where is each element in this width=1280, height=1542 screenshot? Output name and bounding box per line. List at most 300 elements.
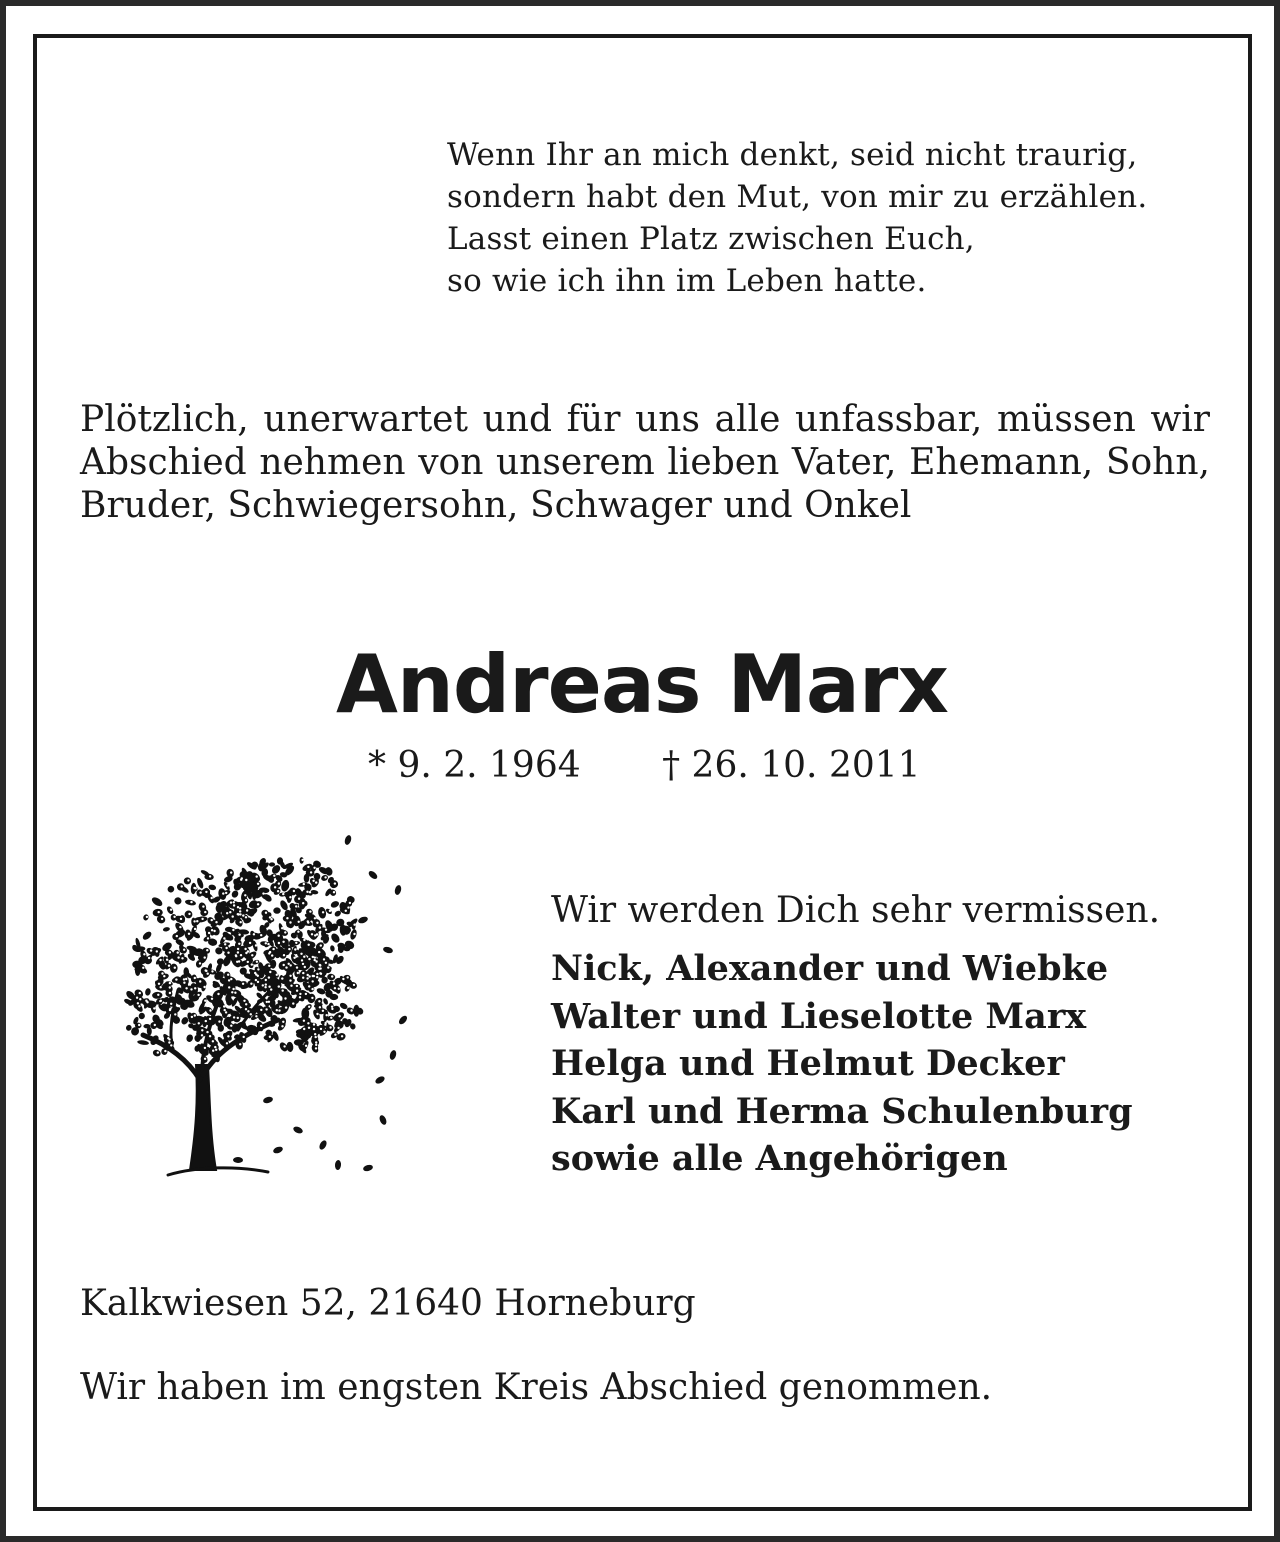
leaf-highlight [303, 1020, 305, 1022]
blowing-leaf [382, 946, 393, 954]
leaf-highlight [143, 953, 145, 955]
leaf-highlight [270, 918, 272, 920]
leaf-highlight [283, 1045, 285, 1047]
leaf-highlight [168, 1041, 170, 1043]
leaf-highlight [307, 974, 309, 976]
leaf-highlight [316, 973, 318, 975]
leaf-highlight [139, 992, 141, 994]
tree-in-wind-icon [118, 830, 418, 1190]
leaf-highlight [278, 1009, 280, 1011]
leaf-highlight [289, 921, 291, 923]
leaf-highlight [286, 917, 288, 919]
leaf-highlight [136, 997, 138, 999]
leaf-highlight [215, 1049, 217, 1051]
leaf-highlight [347, 976, 349, 978]
leaf-highlight [289, 896, 291, 898]
leaf-highlight [318, 951, 320, 953]
mourner-line: Walter und Lieselotte Marx [551, 995, 1087, 1037]
leaf-highlight [224, 943, 226, 945]
leaf-highlight [230, 1025, 232, 1027]
leaf-highlight [209, 875, 211, 877]
leaf-highlight [334, 1034, 336, 1036]
life-dates [368, 742, 968, 790]
leaf-highlight [251, 954, 253, 956]
leaf-highlight [349, 902, 351, 904]
poem-line: Lasst einen Platz zwischen Euch, [447, 221, 975, 257]
leaf-highlight [249, 942, 251, 944]
leaf-highlight [319, 964, 321, 966]
leaf-highlight [265, 942, 267, 944]
leaf-highlight [316, 1013, 318, 1015]
leaf-highlight [314, 956, 316, 958]
leaf-mark [196, 877, 205, 889]
blowing-leaf [233, 1157, 243, 1163]
leaf-highlight [255, 1015, 257, 1017]
leaf-highlight [204, 1058, 206, 1060]
poem-line: sondern habt den Mut, von mir zu erzählen. [447, 179, 1148, 215]
leaf-highlight [174, 1013, 176, 1015]
leaf-highlight [306, 891, 308, 893]
leaf-highlight [315, 960, 317, 962]
leaf-highlight [169, 982, 171, 984]
leaf-highlight [298, 898, 300, 900]
poem-line: Wenn Ihr an mich denkt, seid nicht traurig, [447, 137, 1138, 173]
leaf-highlight [158, 911, 160, 913]
leaf-highlight [314, 917, 316, 919]
leaf-mark [330, 932, 342, 944]
leaf-highlight [223, 1005, 225, 1007]
leaf-highlight [202, 905, 204, 907]
leaf-mark [185, 1034, 194, 1043]
leaf-highlight [350, 1009, 352, 1011]
leaf-highlight [334, 987, 336, 989]
blowing-leaf [378, 1114, 388, 1126]
leaf-highlight [250, 983, 252, 985]
leaf-highlight [306, 977, 308, 979]
leaf-highlight [277, 890, 279, 892]
leaf-highlight [251, 963, 253, 965]
leaf-highlight [201, 918, 203, 920]
leaf-highlight [347, 987, 349, 989]
leaf-highlight [185, 987, 187, 989]
blowing-leaf [357, 915, 368, 924]
leaf-highlight [160, 986, 162, 988]
leaf-highlight [268, 986, 270, 988]
leaf-highlight [194, 977, 196, 979]
leaf-highlight [245, 916, 247, 918]
leaf-highlight [230, 901, 232, 903]
blowing-leaf [397, 1014, 408, 1025]
leaf-highlight [276, 974, 278, 976]
leaf-highlight [303, 939, 305, 941]
leaf-highlight [218, 1020, 220, 1022]
leaf-highlight [209, 1018, 211, 1020]
leaf-highlight [233, 904, 235, 906]
leaf-highlight [232, 915, 234, 917]
leaf-highlight [304, 966, 306, 968]
leaf-highlight [157, 994, 159, 996]
leaf-highlight [243, 1036, 245, 1038]
deceased-name: Andreas Marx [336, 638, 948, 731]
leaf-highlight [315, 1047, 317, 1049]
leaf-highlight [292, 1002, 294, 1004]
leaf-highlight [265, 983, 267, 985]
leaf-highlight [319, 926, 321, 928]
leaf-highlight [170, 1003, 172, 1005]
leaf-highlight [169, 951, 171, 953]
leaf-highlight [269, 951, 271, 953]
leaf-highlight [281, 977, 283, 979]
leaf-highlight [245, 1003, 247, 1005]
blowing-leaf [318, 1139, 328, 1151]
leaf-highlight [168, 965, 170, 967]
leaf-highlight [175, 978, 177, 980]
leaf-highlight [281, 927, 283, 929]
leaf-highlight [153, 1007, 155, 1009]
leaf-highlight [342, 978, 344, 980]
leaf-highlight [320, 1028, 322, 1030]
leaf-highlight [295, 905, 297, 907]
leaf-highlight [198, 1022, 200, 1024]
leaf-highlight [300, 953, 302, 955]
leaf-highlight [325, 929, 327, 931]
leaf-highlight [199, 962, 201, 964]
leaf-highlight [169, 986, 171, 988]
leaf-highlight [138, 1024, 140, 1026]
leaf-highlight [285, 1006, 287, 1008]
leaf-highlight [268, 1001, 270, 1003]
leaf-highlight [265, 979, 267, 981]
leaf-highlight [308, 975, 310, 977]
leaf-highlight [312, 880, 314, 882]
death-date: † 26. 10. 2011 [662, 745, 921, 786]
leaf-highlight [207, 937, 209, 939]
leaf-highlight [239, 907, 241, 909]
leaf-highlight [268, 976, 270, 978]
leaf-highlight [227, 952, 229, 954]
leaf-highlight [308, 944, 310, 946]
leaf-highlight [181, 885, 183, 887]
leaf-highlight [227, 1035, 229, 1037]
leaf-highlight [324, 876, 326, 878]
leaf-highlight [161, 918, 163, 920]
leaf-highlight [183, 949, 185, 951]
leaf-highlight [228, 986, 230, 988]
leaf-highlight [196, 920, 198, 922]
leaf-highlight [353, 924, 355, 926]
leaf-mark [163, 927, 171, 932]
leaf-highlight [284, 997, 286, 999]
leaf-highlight [278, 882, 280, 884]
leaf-highlight [315, 1041, 317, 1043]
leaf-highlight [315, 881, 317, 883]
leaf-highlight [242, 983, 244, 985]
blowing-leaf [292, 1125, 304, 1135]
leaf-highlight [142, 967, 144, 969]
closing-sentence: Wir werden Dich sehr vermissen. [551, 890, 1161, 931]
poem [447, 134, 1227, 302]
leaf-highlight [289, 975, 291, 977]
leaf-highlight [269, 971, 271, 973]
leaf-highlight [337, 1027, 339, 1029]
leaf-highlight [319, 967, 321, 969]
leaf-highlight [269, 1036, 271, 1038]
leaf-highlight [270, 988, 272, 990]
leaf-highlight [176, 935, 178, 937]
leaf-highlight [269, 916, 271, 918]
leaf-highlight [314, 1033, 316, 1035]
leaf-highlight [204, 1000, 206, 1002]
blowing-leaf [374, 1075, 386, 1085]
blowing-leaf [272, 1145, 283, 1154]
leaf-highlight [247, 1010, 249, 1012]
leaf-highlight [239, 910, 241, 912]
leaf-highlight [334, 882, 336, 884]
leaf-highlight [283, 954, 285, 956]
leaf-highlight [242, 914, 244, 916]
leaf-highlight [237, 951, 239, 953]
leaf-highlight [204, 1047, 206, 1049]
leaf-highlight [207, 973, 209, 975]
leaf-highlight [309, 910, 311, 912]
leaf-highlight [225, 1011, 227, 1013]
leaf-highlight [245, 899, 247, 901]
leaf-highlight [290, 985, 292, 987]
leaf-highlight [166, 959, 168, 961]
leaf-highlight [313, 867, 315, 869]
leaf-highlight [282, 989, 284, 991]
blowing-leaf [367, 869, 379, 880]
leaf-highlight [290, 964, 292, 966]
leaf-highlight [305, 993, 307, 995]
leaf-highlight [138, 1005, 140, 1007]
leaf-highlight [257, 975, 259, 977]
leaf-highlight [230, 978, 232, 980]
leaf-highlight [215, 921, 217, 923]
leaf-highlight [246, 909, 248, 911]
leaf-highlight [191, 1016, 193, 1018]
leaf-highlight [338, 988, 340, 990]
leaf-highlight [276, 1009, 278, 1011]
leaf-highlight [234, 992, 236, 994]
leaf-highlight [297, 931, 299, 933]
leaf-highlight [257, 968, 259, 970]
leaf-highlight [223, 937, 225, 939]
leaf-highlight [320, 973, 322, 975]
leaf-highlight [211, 970, 213, 972]
leaf-highlight [283, 964, 285, 966]
leaf-highlight [190, 988, 192, 990]
blowing-leaf [335, 1160, 342, 1170]
leaf-highlight [316, 976, 318, 978]
leaf-highlight [311, 988, 313, 990]
leaf-highlight [243, 1000, 245, 1002]
leaf-mark [338, 945, 344, 953]
leaf-highlight [139, 998, 141, 1000]
leaf-mark [230, 889, 239, 899]
leaf-highlight [145, 1000, 147, 1002]
leaf-highlight [315, 1036, 317, 1038]
leaf-highlight [227, 974, 229, 976]
leaf-highlight [313, 975, 315, 977]
address: Kalkwiesen 52, 21640 Horneburg [80, 1283, 696, 1324]
leaf-highlight [226, 912, 228, 914]
leaf-highlight [318, 1000, 320, 1002]
leaf-highlight [247, 950, 249, 952]
leaf-mark [330, 945, 336, 952]
leaf-highlight [353, 933, 355, 935]
leaf-highlight [170, 1044, 172, 1046]
leaf-highlight [313, 1023, 315, 1025]
leaf-highlight [323, 1031, 325, 1033]
leaf-mark [330, 900, 340, 909]
leaf-highlight [224, 1009, 226, 1011]
leaf-highlight [205, 969, 207, 971]
leaf-highlight [254, 972, 256, 974]
leaf-highlight [282, 893, 284, 895]
leaf-highlight [331, 1008, 333, 1010]
leaf-highlight [199, 891, 201, 893]
leaf-highlight [148, 957, 150, 959]
leaf-highlight [307, 920, 309, 922]
leaf-highlight [289, 979, 291, 981]
leaf-highlight [266, 1001, 268, 1003]
leaf-highlight [194, 987, 196, 989]
leaf-highlight [282, 1021, 284, 1023]
leaf-highlight [260, 1009, 262, 1011]
leaf-highlight [212, 1050, 214, 1052]
announcement-text: Plötzlich, unerwartet und für uns alle unfassbar, müssen wir Abschied nehmen von unserem lieben Vater, Ehemann, Sohn, Bruder, Schwiegersohn, Schwager und Onkel [80, 399, 1210, 526]
mourners-list [551, 945, 1241, 1183]
leaf-highlight [347, 906, 349, 908]
leaf-highlight [330, 1017, 332, 1019]
leaf-highlight [188, 933, 190, 935]
leaf-highlight [239, 913, 241, 915]
leaf-highlight [310, 871, 312, 873]
leaf-highlight [308, 1027, 310, 1029]
leaf-highlight [206, 1031, 208, 1033]
leaf-highlight [262, 892, 264, 894]
leaf-highlight [260, 934, 262, 936]
leaf-highlight [299, 996, 301, 998]
leaf-highlight [137, 1002, 139, 1004]
leaf-highlight [236, 961, 238, 963]
leaf-highlight [302, 963, 304, 965]
leaf-highlight [240, 921, 242, 923]
leaf-highlight [295, 942, 297, 944]
leaf-highlight [303, 1028, 305, 1030]
leaf-highlight [255, 979, 257, 981]
leaf-highlight [229, 911, 231, 913]
leaf-highlight [257, 981, 259, 983]
leaf-highlight [341, 1035, 343, 1037]
leaf-highlight [308, 985, 310, 987]
leaf-highlight [311, 997, 313, 999]
leaf-highlight [209, 1009, 211, 1011]
leaf-highlight [158, 983, 160, 985]
leaf-highlight [211, 929, 213, 931]
leaf-highlight [217, 993, 219, 995]
leaf-highlight [308, 1006, 310, 1008]
leaf-highlight [323, 958, 325, 960]
blowing-leaf [362, 1164, 373, 1172]
leaf-mark [150, 896, 164, 908]
leaf-highlight [183, 982, 185, 984]
leaf-highlight [301, 959, 303, 961]
leaf-highlight [169, 992, 171, 994]
leaf-highlight [177, 956, 179, 958]
leaf-highlight [179, 926, 181, 928]
leaf-highlight [307, 1022, 309, 1024]
leaf-highlight [331, 975, 333, 977]
leaf-highlight [303, 956, 305, 958]
leaf-highlight [327, 966, 329, 968]
leaf-highlight [267, 943, 269, 945]
leaf-highlight [154, 1024, 156, 1026]
leaf-highlight [307, 866, 309, 868]
leaf-highlight [313, 1028, 315, 1030]
leaf-mark [322, 997, 329, 1005]
leaf-highlight [278, 942, 280, 944]
leaf-highlight [288, 963, 290, 965]
leaf-highlight [235, 954, 237, 956]
leaf-highlight [156, 950, 158, 952]
leaf-highlight [225, 892, 227, 894]
leaf-highlight [159, 959, 161, 961]
leaf-highlight [239, 1043, 241, 1045]
leaf-highlight [285, 966, 287, 968]
leaf-highlight [237, 906, 239, 908]
leaf-highlight [237, 1017, 239, 1019]
leaf-highlight [253, 933, 255, 935]
leaf-highlight [288, 948, 290, 950]
leaf-highlight [256, 961, 258, 963]
leaf-highlight [302, 977, 304, 979]
leaf-highlight [297, 972, 299, 974]
leaf-highlight [150, 949, 152, 951]
leaf-highlight [240, 954, 242, 956]
leaf-highlight [213, 930, 215, 932]
leaf-highlight [244, 894, 246, 896]
leaf-highlight [265, 912, 267, 914]
leaf-highlight [222, 892, 224, 894]
leaf-highlight [299, 993, 301, 995]
leaf-highlight [241, 877, 243, 879]
leaf-highlight [314, 934, 316, 936]
leaf-highlight [237, 948, 239, 950]
leaf-highlight [233, 1016, 235, 1018]
leaf-highlight [206, 949, 208, 951]
mourner-line: Nick, Alexander und Wiebke [551, 948, 1109, 989]
leaf-highlight [326, 1014, 328, 1016]
leaf-highlight [214, 1046, 216, 1048]
leaf-highlight [309, 891, 311, 893]
leaf-highlight [278, 985, 280, 987]
leaf-highlight [185, 978, 187, 980]
leaf-highlight [319, 1006, 321, 1008]
leaf-highlight [245, 1008, 247, 1010]
leaf-highlight [232, 929, 234, 931]
leaf-highlight [211, 919, 213, 921]
leaf-highlight [302, 902, 304, 904]
leaf-highlight [264, 986, 266, 988]
leaf-highlight [282, 941, 284, 943]
poem-line: so wie ich ihn im Leben hatte. [447, 263, 927, 299]
leaf-highlight [164, 1050, 166, 1052]
leaf-highlight [211, 998, 213, 1000]
leaf-highlight [201, 1029, 203, 1031]
leaf-highlight [209, 1035, 211, 1037]
